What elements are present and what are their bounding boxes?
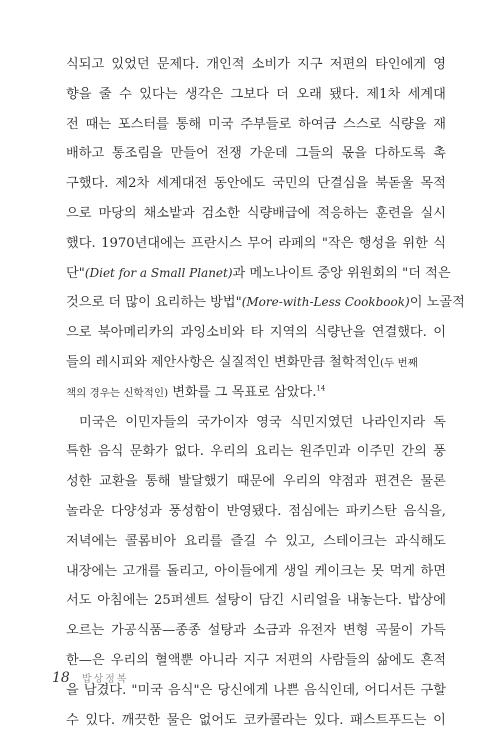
word: 설탕이 (214, 593, 254, 609)
word: 제2차 (115, 176, 150, 192)
word: 제1차 (366, 86, 401, 102)
word: 먹게 (389, 563, 415, 579)
body-text (66, 50, 465, 735)
word: 수 (264, 533, 278, 549)
word: 스스로 (343, 116, 382, 132)
word: 삶에도 (376, 652, 415, 668)
text-line (66, 169, 446, 199)
word: 내놓는다. (346, 593, 402, 609)
word: 목적 (420, 176, 446, 192)
word: 연결했다. (371, 325, 427, 341)
word: 국민의 (272, 176, 311, 192)
word: 전쟁 (216, 146, 242, 162)
text-line (66, 80, 446, 110)
word: 편견은 (374, 474, 413, 490)
word: 북아메리카의 (97, 325, 175, 341)
word: 단결심을 (317, 176, 369, 192)
word: 음식"은 (168, 682, 213, 698)
word: 오래 (296, 86, 322, 102)
word: 가운데 (249, 146, 288, 162)
word: 풍성함이 (168, 503, 220, 519)
text-line (66, 557, 446, 587)
mixed-line-content (66, 378, 325, 408)
word: 아침에는 (97, 593, 149, 609)
footnote-ref: 14 (316, 384, 326, 393)
word: 재 (433, 116, 446, 132)
word: 못 (371, 563, 384, 579)
word: 훈련을 (375, 205, 414, 221)
word: 원주민과 (299, 444, 351, 460)
word: 한—은 (66, 652, 105, 668)
word: 향을 (66, 86, 92, 102)
word: 수 (66, 712, 79, 728)
word: 행성을 (358, 235, 397, 251)
word: 통해 (145, 474, 171, 490)
text-segment: 이 노골적 (409, 295, 465, 311)
word: 세계대전 (156, 176, 208, 192)
word: 식량배급에 (246, 205, 311, 221)
text-line (66, 288, 465, 318)
word: 시리얼을 (290, 593, 342, 609)
word: 있고, (285, 533, 315, 549)
word: 이 (433, 325, 446, 341)
word: 하여금 (298, 116, 337, 132)
word: 패스트푸드는 (350, 712, 427, 728)
text-line (66, 139, 446, 169)
word: 지구 (297, 57, 323, 72)
word: 아이들에게 (214, 563, 278, 579)
word: 지역의 (269, 325, 309, 341)
mixed-line-content (66, 288, 465, 318)
text-line (66, 348, 446, 378)
word: 됐다. (329, 86, 359, 102)
word: 줄 (98, 86, 112, 102)
word: 으로 (66, 325, 92, 341)
word: 1970년대에는 (101, 235, 186, 251)
word: 저편의 (274, 652, 314, 668)
word: 어디서든 (364, 682, 416, 698)
word: 수 (119, 86, 132, 102)
word: 소비가 (251, 57, 290, 72)
word: "작은 (321, 235, 354, 251)
word: 문제다. (156, 57, 200, 72)
word: "미국 (131, 682, 163, 698)
page-footer (52, 670, 128, 686)
text-segment: 것으로 더 많이 요리하는 방법" (66, 295, 242, 311)
word: 나쁜 (273, 682, 300, 698)
word: 코카콜라는 (243, 712, 308, 728)
word: 물은 (166, 712, 192, 728)
word: 없어도 (198, 712, 237, 728)
word: 특한 (66, 444, 92, 460)
word: 가득 (420, 623, 446, 639)
word: 식민지였던 (289, 414, 354, 430)
text-line (66, 437, 446, 467)
text-line (66, 318, 446, 348)
word: 때는 (85, 116, 112, 132)
word: 주부들로 (240, 116, 292, 132)
word: 아니라 (199, 652, 238, 668)
word: 그보다 (230, 86, 269, 102)
word: 때문에 (236, 474, 276, 490)
text-segment: 들의 레시피와 제안사항은 실질적인 변화만큼 철학적인 (66, 354, 380, 370)
word: 채소밭과 (143, 205, 195, 221)
word: 반영됐다. (226, 503, 282, 519)
word: 오르는 (66, 623, 105, 639)
word: 개인적 (206, 57, 245, 72)
word: 고개를 (122, 563, 161, 579)
word: 위한 (402, 235, 428, 251)
text-line (66, 50, 446, 80)
word: 없다. (174, 444, 204, 460)
book-title-italic: (More-with-Less Cookbook) (241, 295, 410, 310)
text-line (66, 497, 446, 527)
word: 식 (433, 235, 446, 251)
word: 북돋울 (375, 176, 414, 192)
word: 과식해도 (394, 533, 446, 549)
word: 콜롬비아 (125, 533, 177, 549)
text-line (66, 408, 446, 438)
word: 생일 (283, 563, 310, 579)
word: 무어 (247, 235, 273, 251)
word: 놀라운 (66, 503, 105, 519)
word: 있다. (85, 712, 116, 728)
word: 다하도록 (374, 146, 426, 162)
word: 다양성과 (110, 503, 162, 519)
word: 문화가 (129, 444, 168, 460)
word: 가공식품—종종 (111, 623, 201, 639)
word: 영 (433, 57, 446, 72)
word: 타 (250, 325, 264, 341)
word: 흔적 (420, 652, 446, 668)
word: 내장에는 (66, 563, 117, 579)
running-title: 밥상정복 (81, 674, 129, 685)
word: 요리는 (254, 444, 294, 460)
text-segment: 단" (66, 265, 85, 281)
word: 동안에도 (214, 176, 266, 192)
word: 있다는 (139, 86, 178, 102)
text-line (66, 586, 446, 616)
word: 케이크는 (314, 563, 366, 579)
word: 식량을 (388, 116, 427, 132)
word: 요리를 (184, 533, 223, 549)
word: 통조림을 (111, 146, 163, 162)
word: 담긴 (258, 593, 285, 609)
word: 있다. (313, 712, 344, 728)
word: 영국 (256, 414, 282, 430)
word: 했다. (66, 235, 96, 251)
word: 독 (433, 414, 446, 430)
word: 통해 (175, 116, 202, 132)
word: 저녁에는 (66, 533, 117, 549)
word: 전 (66, 116, 79, 132)
word: 소금과 (252, 623, 291, 639)
text-line (66, 706, 446, 735)
word: 당신에게 (217, 682, 269, 698)
word: 지구 (243, 652, 269, 668)
text-line (66, 229, 446, 259)
word: 세계대 (407, 86, 446, 102)
word: 서도 (66, 593, 92, 609)
word: 변형 (342, 623, 369, 639)
word: 돌리고, (166, 563, 209, 579)
word: 약점과 (328, 474, 367, 490)
text-line (66, 199, 446, 229)
word: 음식인데, (304, 682, 360, 698)
text-line (66, 527, 446, 557)
word: 있었던 (111, 57, 150, 72)
word: 발달했기 (178, 474, 230, 490)
word: 실시 (420, 205, 446, 221)
word: 우리의 (282, 474, 321, 490)
word: 촉 (433, 146, 446, 162)
word: 밥상에 (407, 593, 446, 609)
word: 생각은 (184, 86, 224, 102)
word: 즐길 (230, 533, 257, 549)
word: 과잉소비와 (180, 325, 245, 341)
mixed-line-content (66, 348, 418, 378)
word: 우리의 (210, 444, 249, 460)
word: 구했다. (66, 176, 109, 192)
word: 교환을 (99, 474, 138, 490)
text-line (66, 110, 446, 140)
word: 마당의 (98, 205, 137, 221)
word: 배하고 (66, 146, 105, 162)
word: 식되고 (66, 57, 105, 72)
word: 간의 (401, 444, 427, 460)
word: 스테이크는 (323, 533, 387, 549)
word: 하면 (420, 563, 446, 579)
text-line (66, 616, 446, 646)
word: 적응하는 (317, 205, 369, 221)
word: 깨끗한 (121, 712, 160, 728)
word: 음식을, (403, 503, 446, 519)
word: 곡물이 (375, 623, 414, 639)
text-segment: 과 메노나이트 중앙 위원회의 "더 적은 (232, 265, 451, 281)
mixed-line-content (66, 259, 451, 289)
word: 저편의 (329, 57, 368, 72)
word: 음식 (97, 444, 124, 460)
word: 우리의 (110, 652, 149, 668)
word: 사람들의 (319, 652, 371, 668)
word: 몫을 (341, 146, 367, 162)
text-line (66, 378, 446, 408)
word: 식량난을 (314, 325, 366, 341)
word: 물론 (420, 474, 446, 490)
parenthetical-note: (두 번째 (379, 356, 418, 369)
word: 남겼다. (83, 682, 127, 698)
word: 라페의 (278, 235, 317, 251)
word: 25퍼센트 (154, 593, 210, 609)
parenthetical-note: 책의 경우는 신학적인) (66, 386, 169, 399)
word: 구할 (420, 682, 446, 698)
word: 더 (276, 86, 289, 102)
word: 을 (66, 682, 79, 698)
word: 이주민 (356, 444, 395, 460)
word: 만들어 (170, 146, 209, 162)
word: 점심에는 (288, 503, 340, 519)
page-number: 18 (52, 670, 70, 686)
word: 타인에게 (375, 57, 427, 72)
text-line (66, 259, 451, 289)
word: 프란시스 (190, 235, 242, 251)
word: 미국 (208, 116, 234, 132)
word: 풍 (433, 444, 446, 460)
word: 그들의 (295, 146, 334, 162)
word: 혈액뿐 (154, 652, 194, 668)
text-segment: 변화를 그 목표로 삼았다. (168, 384, 317, 400)
word: 이 (433, 712, 446, 728)
word: 유전자 (297, 623, 337, 639)
word: 성한 (66, 474, 92, 490)
word: 나라인지라 (361, 414, 426, 430)
word: 설탕과 (207, 623, 246, 639)
word: 국가이자 (197, 414, 249, 430)
word: 이민자들의 (125, 414, 189, 430)
word: 검소한 (201, 205, 240, 221)
word: 포스터를 (117, 116, 169, 132)
word: 으로 (66, 205, 92, 221)
word: 파키스탄 (345, 503, 397, 519)
book-title-italic: (Diet for a Small Planet) (84, 265, 233, 280)
text-line (66, 467, 446, 497)
word: 미국은 (79, 414, 118, 430)
